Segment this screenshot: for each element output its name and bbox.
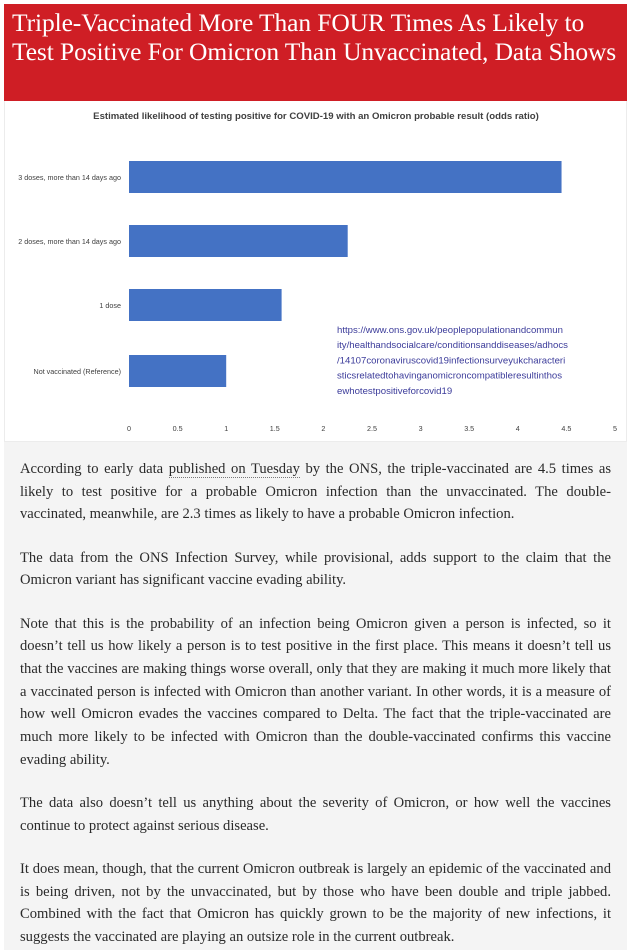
x-tick-labels [127,424,617,433]
article-body [4,442,627,950]
paragraph-3: Note that this is the probability of an infection being Omicron given a person is infected, so it doesn’t tell us how likely a person is to test positive in the first place. This means it doesn’t tell us that the vaccines are making things worse overall, only that they are making it much more likely that a vaccinated person is infected with Omicron than another variant. In other words, it is a measure of how well Omicron evades the vaccines compared to Delta. The fact that the triple-vaccinated are much more likely to be infected with Omicron than the double-vaccinated confirms this vaccine evading ability. [20,615,611,768]
x-tick-label-4: 2 [321,424,326,433]
annotation-line-1[interactable]: ity/healthandsocialcare/conditionsanddiseases/adhocs [337,340,568,352]
bar-2 [129,289,282,321]
paragraph-1: According to early data published on Tuesday by the ONS, the triple-vaccinated are 4.5 times as likely to test positive for a probable Omicron infection than the unvaccinated. The double-vaccinated, meanwhile, are 2.3 times as likely to have a probable Omicron infection. [20,461,611,523]
category-label-2: 1 dose [99,301,121,310]
x-tick-label-8: 4 [515,424,520,433]
x-tick-label-7: 3.5 [464,424,475,433]
bars-group [129,161,562,387]
category-labels [18,173,121,376]
annotation-line-4[interactable]: ewhotestpositiveforcovid19 [337,385,453,397]
category-label-1: 2 doses, more than 14 days ago [18,237,121,246]
category-label-3: Not vaccinated (Reference) [33,367,121,376]
annotation-line-0[interactable]: https://www.ons.gov.uk/peoplepopulationandcommun [337,325,563,336]
x-tick-label-5: 2.5 [367,424,377,433]
x-tick-label-3: 1.5 [269,424,280,433]
x-tick-label-0: 0 [127,424,131,433]
category-label-0: 3 doses, more than 14 days ago [18,173,121,182]
bar-0 [129,161,562,193]
x-tick-label-1: 0.5 [172,424,183,433]
annotation-line-3[interactable]: sticsrelatedtohavinganomicroncompatibleresultinthos [337,370,563,382]
chart-svg [5,101,628,442]
headline: Triple-Vaccinated More Than FOUR Times As Likely to Test Positive For Omicron Than Unvaccinated, Data Shows [4,4,627,101]
x-tick-label-9: 4.5 [561,424,572,433]
published-on-tuesday-link[interactable]: published on Tuesday [168,461,300,477]
x-tick-label-6: 3 [418,424,423,433]
paragraph-2: The data from the ONS Infection Survey, while provisional, adds support to the claim that the Omicron variant has significant vaccine evading ability. [20,549,611,589]
source-url-annotation[interactable] [337,325,568,397]
annotation-line-2[interactable]: /14107coronaviruscovid19infectionsurveyukcharacteri [337,355,566,367]
bar-3 [129,355,226,387]
odds-ratio-chart [4,101,627,442]
x-tick-label-2: 1 [224,424,229,433]
bar-1 [129,225,348,257]
paragraph-5: It does mean, though, that the current Omicron outbreak is largely an epidemic of the vaccinated and is being driven, not by the unvaccinated, but by those who have been double and triple jabbed. Combined with the fact that Omicron has quickly grown to be the majority of new infections, it suggests the vaccinated are playing an outsize role in the current outbreak. [20,860,611,945]
x-tick-label-10: 5 [613,424,617,433]
paragraph-4: The data also doesn’t tell us anything about the severity of Omicron, or how well the vaccines continue to protect against serious disease. [20,794,611,834]
chart-title: Estimated likelihood of testing positive for COVID-19 with an Omicron probable result (odds ratio) [93,111,539,122]
